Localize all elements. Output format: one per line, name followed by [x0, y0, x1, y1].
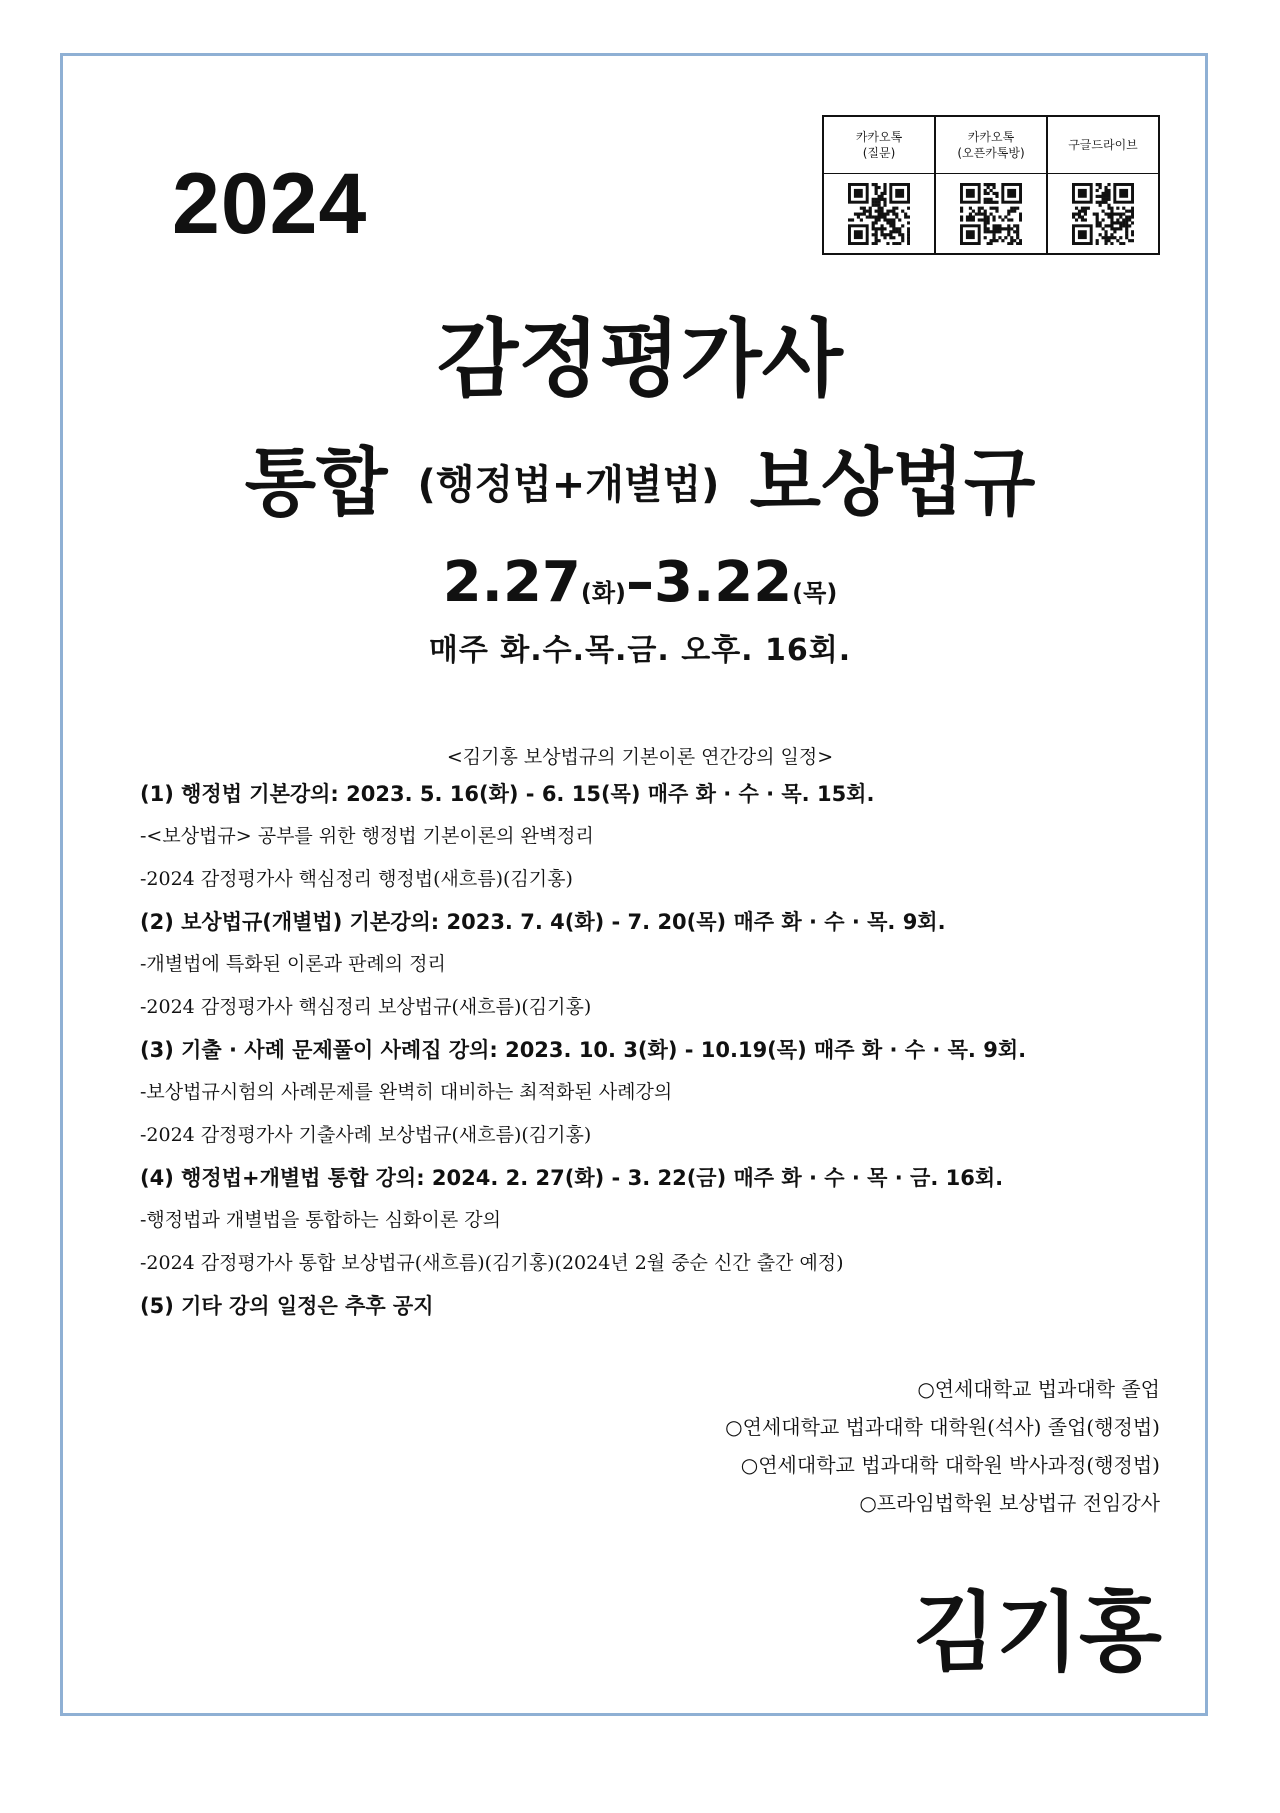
qr-code-icon: [960, 183, 1022, 245]
qr-kakao-question[interactable]: [824, 117, 936, 253]
qr-kakao-openchat[interactable]: [936, 117, 1048, 253]
schedule-detail: -<보상법규> 공부를 위한 행정법 기본이론의 완벽정리: [140, 825, 594, 847]
schedule-heading: (2) 보상법규(개별법) 기본강의: 2023. 7. 4(화) - 7. 20(목) 매주 화 · 수 · 목. 9회.: [140, 910, 946, 934]
qr-code-icon: [1072, 183, 1134, 245]
end-day: (목): [792, 579, 838, 607]
schedule-heading: (3) 기출 · 사례 문제풀이 사례집 강의: 2023. 10. 3(화) - 10.19(목) 매주 화 · 수 · 목. 9회.: [140, 1038, 1027, 1062]
credential-item: ○연세대학교 법과대학 대학원(석사) 졸업(행정법): [725, 1415, 1160, 1439]
start-day: (화): [580, 579, 626, 607]
schedule-detail: -2024 감정평가사 핵심정리 보상법규(새흐름)(김기홍): [140, 996, 592, 1018]
schedule-detail: -행정법과 개별법을 통합하는 심화이론 강의: [140, 1209, 501, 1231]
annual-schedule-title: <김기홍 보상법규의 기본이론 연간강의 일정>: [446, 746, 834, 768]
annual-schedule-list: [140, 773, 1140, 1327]
year-heading: 2024: [172, 156, 368, 252]
credential-item: ○연세대학교 법과대학 대학원 박사과정(행정법): [740, 1453, 1160, 1477]
qr-code-table: [822, 115, 1160, 255]
subtitle-mid: (행정법+개별법): [417, 462, 720, 508]
subtitle: [0, 424, 1280, 530]
course-dates: [0, 550, 1280, 615]
qr-code-icon: [848, 183, 910, 245]
instructor-name: 김기홍: [912, 1582, 1162, 1683]
credentials-list: [725, 1370, 1160, 1522]
schedule-detail: -2024 감정평가사 통합 보상법규(새흐름)(김기홍)(2024년 2월 중순 신간 출간 예정): [140, 1252, 844, 1274]
end-date: 3.22: [654, 550, 793, 615]
schedule-heading: (1) 행정법 기본강의: 2023. 5. 16(화) - 6. 15(목) 매주 화 · 수 · 목. 15회.: [140, 782, 875, 806]
schedule-detail: -보상법규시험의 사례문제를 완벽히 대비하는 최적화된 사례강의: [140, 1081, 673, 1103]
credential-item: ○프라임법학원 보상법규 전임강사: [859, 1491, 1160, 1515]
schedule-detail: -개별법에 특화된 이론과 판례의 정리: [140, 953, 446, 975]
schedule-detail: -2024 감정평가사 기출사례 보상법규(새흐름)(김기홍): [140, 1124, 592, 1146]
qr-google-drive[interactable]: [1048, 117, 1158, 253]
start-date: 2.27: [442, 550, 581, 615]
subtitle-left: 통합: [244, 440, 388, 526]
qr-label: 카카오톡 (오픈카톡방): [936, 117, 1046, 174]
main-title: 감정평가사: [437, 309, 843, 408]
qr-label: 구글드라이브: [1048, 117, 1158, 174]
weekly-schedule: 매주 화.수.목.금. 오후. 16회.: [428, 633, 852, 668]
credential-item: ○연세대학교 법과대학 졸업: [917, 1377, 1160, 1401]
schedule-heading: (5) 기타 강의 일정은 추후 공지: [140, 1294, 434, 1318]
subtitle-right: 보상법규: [749, 440, 1036, 526]
schedule-heading: (4) 행정법+개별법 통합 강의: 2024. 2. 27(화) - 3. 22(금) 매주 화 · 수 · 목 · 금. 16회.: [140, 1166, 1004, 1190]
date-dash: –: [626, 550, 654, 615]
schedule-detail: -2024 감정평가사 핵심정리 행정법(새흐름)(김기홍): [140, 868, 573, 890]
qr-label: 카카오톡 (질문): [824, 117, 934, 174]
